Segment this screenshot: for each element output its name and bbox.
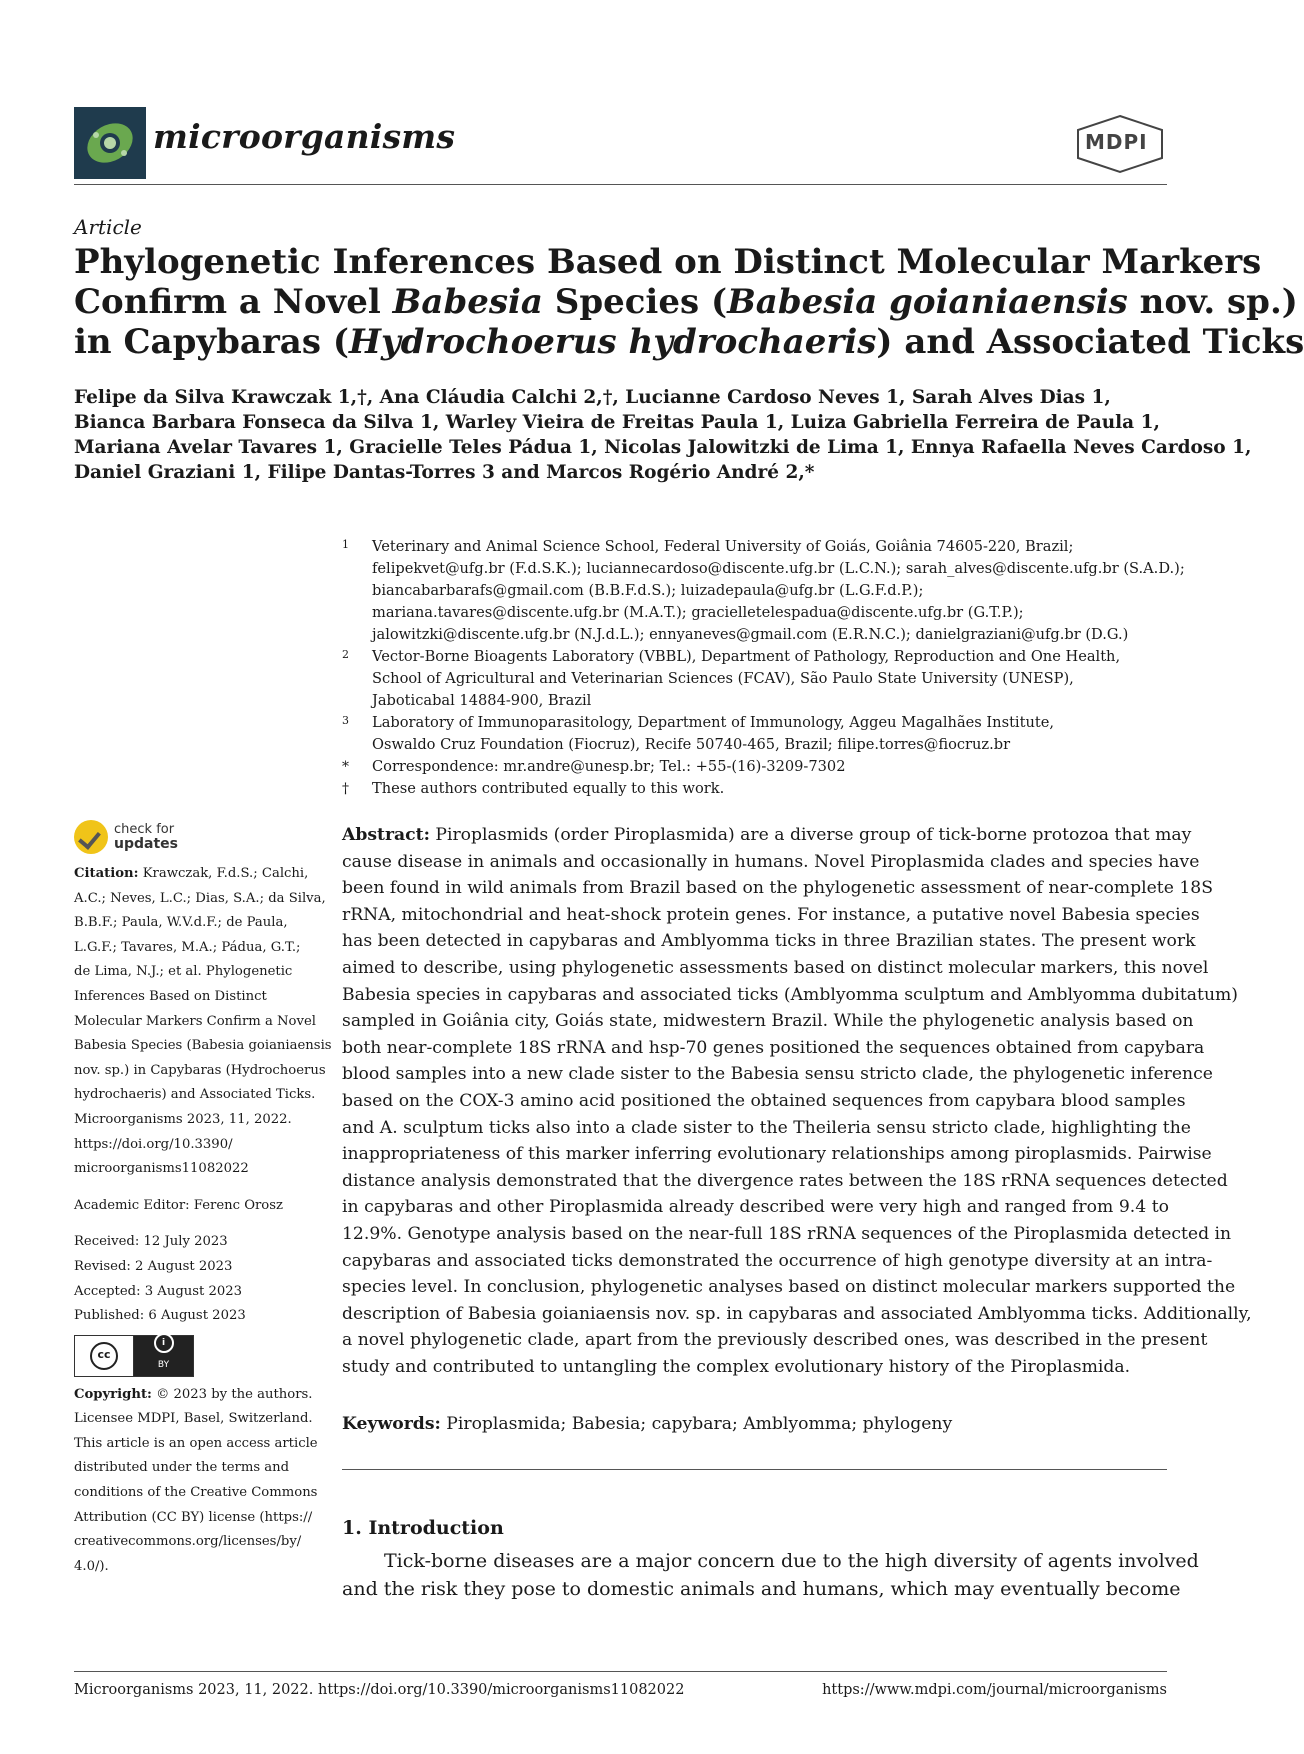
published-date: Published: 6 August 2023 — [74, 1308, 246, 1324]
affiliation-3: 3 Laboratory of Immunoparasitology, Department of Immunology, Aggeu Magalhães Institute, Oswaldo Cruz Foundation (Fiocruz), Recife 50740-465, Brazil; filipe.torres@fiocruz.br — [342, 714, 1054, 753]
article-title — [74, 242, 1304, 362]
affiliation-1: 1 Veterinary and Animal Science School, Federal University of Goiás, Goiânia 74605-220, Brazil; felipekvet@ufg.br (F.d.S.K.); luciannecardoso@discente.ufg.br (L.C.N.); sarah_alves@discente.ufg.br (S.A.D.); biancabarbarafs@gmail.com (B.B.F.d.S.); luizadepaula@ufg.br (L.G.F.d.P.); mariana.tavares@discente.ufg.br (M.A.T.); gracielletelespadua@discente.ufg.br (G.T.P.); jalowitzki@discente.ufg.br (N.J.d.L.); ennyaneves@gmail.com (E.R.N.C.); danielgraziani@ufg.br (D.G.) — [342, 538, 1185, 643]
journal-name: microorganisms — [153, 117, 456, 156]
author-line-2: Bianca Barbara Fonseca da Silva 1, Warley Vieira de Freitas Paula 1, Luiza Gabriella Ferreira de Paula 1, — [74, 412, 1160, 433]
correspondence: * Correspondence: mr.andre@unesp.br; Tel.: +55-(16)-3209-7302 — [342, 758, 846, 775]
footer-journal-link[interactable]: https://www.mdpi.com/journal/microorganisms — [822, 1682, 1167, 1698]
footer-citation[interactable]: Microorganisms 2023, 11, 2022. https://doi.org/10.3390/microorganisms11082022 — [74, 1682, 685, 1698]
affiliations — [342, 536, 1185, 800]
revised-date: Revised: 2 August 2023 — [74, 1258, 233, 1274]
title-line-1: Phylogenetic Inferences Based on Distinct Molecular Markers — [74, 242, 1262, 282]
keywords: Keywords: Piroplasmida; Babesia; capybara; Amblyomma; phylogeny — [342, 1414, 953, 1434]
copyright-block: Copyright: © 2023 by the authors. Licensee MDPI, Basel, Switzerland. This article is an open access article distributed under the terms and conditions of the Creative Commons Attribution (CC BY) license (https:// creativecommons.org/licenses/by/ 4.0/). — [74, 1386, 318, 1574]
equal-contribution-note: † These authors contributed equally to this work. — [342, 780, 725, 797]
author-line-3: Mariana Avelar Tavares 1, Gracielle Teles Pádua 1, Nicolas Jalowitzki de Lima 1, Ennya Rafaella Neves Cardoso 1, — [74, 437, 1252, 458]
attribution-icon: i — [154, 1333, 174, 1353]
body-divider — [342, 1469, 1167, 1470]
cc-icon: cc — [90, 1342, 118, 1370]
abstract: Abstract: Piroplasmids (order Piroplasmida) are a diverse group of tick-borne protozoa that may cause disease in animals and occasionally in humans. Novel Piroplasmida clades and species have been found in wild animals from Brazil based on the phylogenetic assessment of near-complete 18S rRNA, mitochondrial and heat-shock protein genes. For instance, a putative novel Babesia species has been detected in capybaras and Amblyomma ticks in three Brazilian states. The present work aimed to describe, using phylogenetic assessments based on distinct molecular markers, this novel Babesia species in capybaras and associated ticks (Amblyomma sculptum and Amblyomma dubitatum) sampled in Goiânia city, Goiás state, midwestern Brazil. While the phylogenetic analysis based on both near-complete 18S rRNA and hsp-70 genes positioned the sequences obtained from capybara blood samples into a new clade sister to the Babesia sensu stricto clade, the phylogenetic inference based on the COX-3 amino acid positioned the obtained sequences from capybara blood samples and A. sculptum ticks also into a clade sister to the Theileria sensu stricto clade, highlighting the inappropriateness of this marker inferring evolutionary relationships among piroplasmids. Pairwise distance analysis demonstrated that the divergence rates between the 18S rRNA sequences detected in capybaras and other Piroplasmida already described were very high and ranged from 9.4 to 12.9%. Genotype analysis based on the near-full 18S rRNA sequences of the Piroplasmida detected in capybaras and associated ticks demonstrated the occurrence of high genotype diversity at an intra- species level. In conclusion, phylogenetic analyses based on distinct molecular markers supported the description of Babesia goianiaensis nov. sp. in capybaras and associated Amblyomma ticks. Additionally, a novel phylogenetic clade, apart from the previously described ones, was described in the present study and contributed to untangling the complex evolutionary history of the Piroplasmida. — [342, 825, 1252, 1377]
author-line-4: Daniel Graziani 1, Filipe Dantas-Torres 3 and Marcos Rogério André 2,* — [74, 462, 815, 483]
introduction-text: Tick-borne diseases are a major concern due to the high diversity of agents involved and the risk they pose to domestic animals and humans, which may eventually become — [342, 1550, 1199, 1600]
license-link[interactable]: creativecommons.org/licenses/by/ — [74, 1534, 302, 1550]
header-divider — [74, 184, 1167, 185]
academic-editor: Academic Editor: Ferenc Orosz — [74, 1197, 283, 1213]
title-line-3: in Capybaras (Hydrochoerus hydrochaeris) and Associated Ticks — [74, 322, 1304, 362]
sidebar — [74, 820, 332, 1579]
citation-doi-link[interactable]: https://doi.org/10.3390/ — [74, 1136, 233, 1152]
cc-by-license-badge[interactable]: cc i BY — [74, 1335, 194, 1377]
author-list — [74, 385, 1252, 485]
title-line-2: Confirm a Novel Babesia Species (Babesia goianiaensis nov. sp.) — [74, 282, 1298, 322]
section-heading: 1. Introduction — [342, 1517, 504, 1539]
journal-logo-icon — [74, 107, 146, 179]
mdpi-logo-text: MDPI — [1085, 130, 1148, 154]
accepted-date: Accepted: 3 August 2023 — [74, 1283, 243, 1299]
author-line-1: Felipe da Silva Krawczak 1,†, Ana Cláudia Calchi 2,†, Lucianne Cardoso Neves 1, Sarah Alves Dias 1, — [74, 387, 1111, 408]
footer-divider — [74, 1671, 1167, 1672]
citation-block: Citation: Krawczak, F.d.S.; Calchi, A.C.; Neves, L.C.; Dias, S.A.; da Silva, B.B.F.; Paula, W.V.d.F.; de Paula, L.G.F.; Tavares, M.A.; Pádua, G.T.; de Lima, N.J.; et al. Phylogenetic Inferences Based on Distinct Molecular Markers Confirm a Novel Babesia Species (Babesia goianiaensis nov. sp.) in Capybaras (Hydrochoerus hydrochaeris) and Associated Ticks. Microorganisms 2023, 11, 2022. https://doi.org/10.3390/ microorganisms11082022 — [74, 866, 332, 1177]
check-updates-icon — [74, 820, 108, 854]
received-date: Received: 12 July 2023 — [74, 1234, 228, 1250]
affiliation-2: 2 Vector-Borne Bioagents Laboratory (VBBL), Department of Pathology, Reproduction and One Health, School of Agricultural and Veterinarian Sciences (FCAV), São Paulo State University (UNESP), Jaboticabal 14884-900, Brazil — [342, 648, 1121, 709]
check-for-updates-button[interactable]: check for updates — [74, 820, 319, 854]
article-type: Article — [74, 215, 142, 239]
